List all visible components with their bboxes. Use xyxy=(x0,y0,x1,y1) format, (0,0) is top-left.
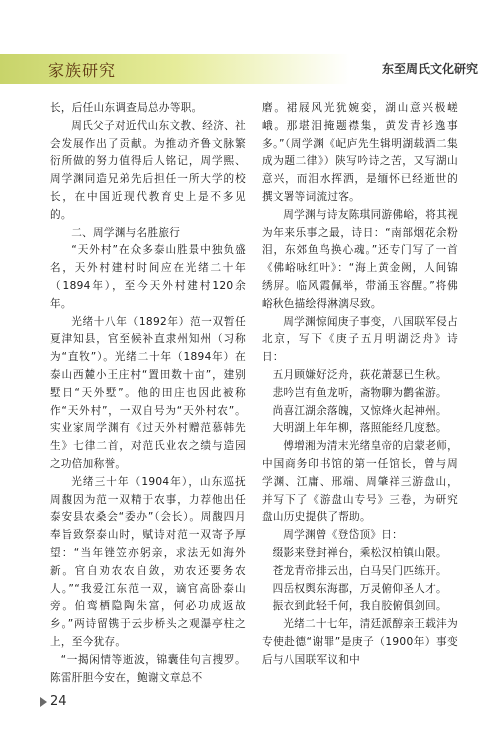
paragraph: “天外村”在众多泰山胜景中独负盛名，天外村建村时间应在光绪二十年（1894年），至今天外村建村120余年。 xyxy=(50,244,246,310)
paragraph: 周氏父子对近代山东文教、经济、社会发展作出了贡献。为推动齐鲁文脉繁衍所做的努力值得后人铭记，周学熙、周学渊同造兄弟先后担任一所大学的校长，在中国近现代教育史上是不多见的。 xyxy=(50,119,246,221)
paragraph: 磨。裙屐风光犹婉娈，湖山意兴极嵯峨。那堪泪掩题襟集，黄发青衫逸事多。”（周学渊《屺庐先生辑明湖载酒二集成为题二律》）陕写吟诗之苦，又写湖山意兴，而泪水挥洒，是缅怀已经逝世的撰文署等词流过客。 xyxy=(262,102,458,203)
paragraph: 二、周学渊与名胜旅行 xyxy=(71,226,181,239)
paragraph: 四岳权舆东海郡，万灵俯仰圣人才。 xyxy=(272,582,447,595)
paragraph: 尚喜江湖余落魄，又惊烽火起神州。 xyxy=(272,404,447,417)
section-title: 家族研究 xyxy=(48,61,117,80)
paragraph: 周学渊惊闻庚子事变，八国联军侵占北京，写下《庚子五月明湖泛舟》诗日： xyxy=(262,315,458,364)
journal-title: 东至周氏文化研究 xyxy=(381,62,478,76)
page-marker-icon xyxy=(40,697,47,707)
paragraph: 傅增湘为清末光绪皇帝的启蒙老师，中国商务印书馆的第一任馆长，曾与周学渊、江庸、邢端、周肇祥三游盘山，并写下了《游盘山专号》三卷，为研究盘山历史提供了帮助。 xyxy=(262,440,458,524)
page-number xyxy=(40,694,67,709)
page-number-label: 24 xyxy=(50,694,67,709)
paragraph: 振衣到此轻千何，我自胶俯俱剑回。 xyxy=(272,600,447,613)
paragraph: “一揭闲情等逝波，锦囊佳句言搜罗。陈雷肝胆今安在，鲍谢文章总不 xyxy=(50,653,246,684)
paragraph: 大明湖上年年柳，落照能经几度愁。 xyxy=(272,422,447,435)
paragraph: 周学渊曾《登岱顶》日： xyxy=(283,529,404,542)
right-text-column xyxy=(262,100,458,670)
paragraph: 光绪三十年（1904年），山东巡抚周馥因为范一双精于农事，力荐他出任泰安县农桑会“委办”（会长）。周馥四月奉旨致祭泰山时，赋诗对范一双寄予厚望：“当年锉笠亦躬亲，求法无如海外新。官自劝农农自敛，劝农还要务农人。”“我爱江东范一双，谪官高卧泰山旁。伯鸾栖隐陶朱富，何必功成返故乡。”两诗留镌于云步桥头之观瀑亭柱之上，至今犹存。 xyxy=(50,475,246,648)
left-text-column xyxy=(50,100,246,687)
paragraph: 光绪二十七年，清廷派醇亲王载沣为专使赴德“谢罪”是庚子（1900年）事变后与八国联军议和中 xyxy=(262,618,458,666)
paragraph: 光绪十八年（1892年）范一双暂任夏津知县，官至候补直隶州知州（习称为“直牧”）。光绪二十年（1894年）在泰山西麓小王庄村“置田数十亩”，建别墅日“天外墅”。他的田庄也因此被称作“天外村”，一双自号为“天外村农”。实业家周学渊有《过天外村赠范慕韩先生》七律二首，对范氏业农之绩与造园之功倍加称誉。 xyxy=(50,315,246,470)
paragraph: 缀影来登封禅台，乘松汉柏镇山限。 xyxy=(272,546,447,559)
paragraph: 长，后任山东调查局总办等职。 xyxy=(50,102,203,114)
paragraph: 悲吟岂有鱼龙听，斋物聊为鹳雀游。 xyxy=(272,386,447,399)
paragraph: 周学渊与诗友陈琪同游佛峪，将其视为年来乐事之最，诗日：“南部烟花余粉泪，东郊鱼鸟换心魂。”还专门写了一首《佛峪咏红叶》：“海上黄金阙，人间锦绣屏。临风霞佩举，带涌玉容醒。”将佛峪秋色描绘得淋漓尽致。 xyxy=(262,208,458,310)
paragraph: 苍龙青帝排云出，白马吴门匹练开。 xyxy=(272,564,447,577)
paragraph: 五月顾嫌好泛舟，荻花萧瑟已生秋。 xyxy=(272,368,447,381)
